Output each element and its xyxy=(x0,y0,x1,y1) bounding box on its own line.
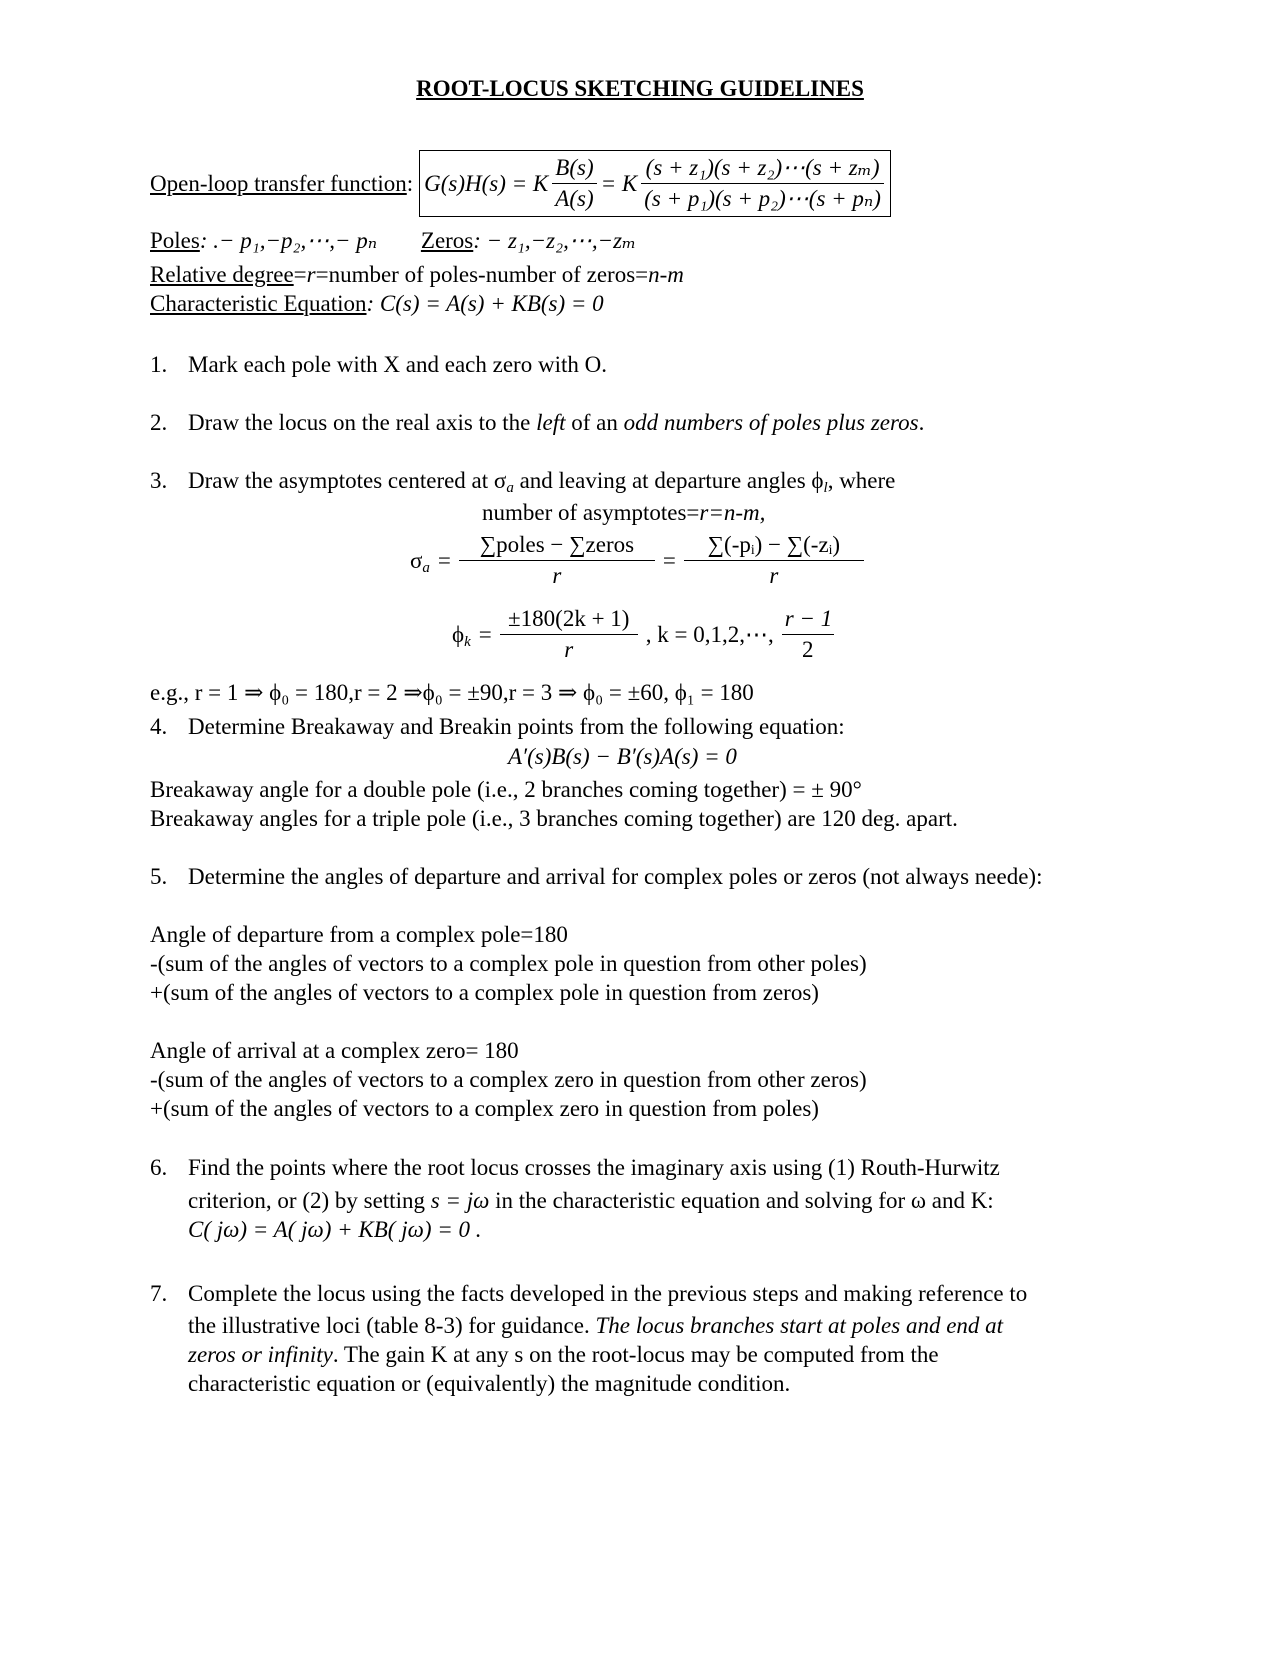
rel-eq: = xyxy=(293,262,307,287)
step-7-line-2b: The locus branches start at poles and end at xyxy=(595,1313,1004,1338)
denominator-factors: (s + p₁)(s + p₂)⋯(s + pₙ) xyxy=(644,186,881,211)
phi-fraction xyxy=(500,604,638,665)
numerator-factors: (s + z₁)(s + z₂)⋯(s + zₘ) xyxy=(641,153,884,184)
sigma-eq: = xyxy=(437,547,451,573)
b-over-a-fraction xyxy=(552,153,596,214)
step-5-text: Determine the angles of departure and arrival for complex poles or zeros (not always neede): xyxy=(188,864,1043,889)
phi-sub: k xyxy=(464,633,471,650)
phi-k-range: , k = 0,1,2,⋯, xyxy=(645,621,774,647)
sigma-fraction-1 xyxy=(459,530,655,591)
step-2-text-a: Draw the locus on the real axis to the xyxy=(188,410,537,435)
sigma-den-2: r xyxy=(769,563,779,588)
rel-nm: n-m xyxy=(648,262,684,287)
phi-lhs xyxy=(452,622,471,648)
step-7 xyxy=(150,1281,1027,1307)
open-loop-row xyxy=(150,150,891,217)
step-2-text-c: . xyxy=(918,410,925,435)
step-7-line-3 xyxy=(188,1340,1003,1369)
step-6-number: 6. xyxy=(150,1155,168,1180)
step-5-number: 5. xyxy=(150,864,168,889)
poles-value: : .− p₁,−p₂,⋯,− pₙ xyxy=(199,228,378,253)
step-2-number: 2. xyxy=(150,410,168,435)
breakaway-triple-pole: Breakaway angles for a triple pole (i.e., 3 branches coming together) are 120 deg. apart. xyxy=(150,806,958,831)
phi-k-top: r − 1 xyxy=(782,604,834,635)
step-6-line-1: Find the points where the root locus crosses the imaginary axis using (1) Routh-Hurwitz xyxy=(188,1155,1000,1180)
sigma-eq-2: = xyxy=(662,547,676,573)
step-6-cont xyxy=(188,1186,994,1244)
step-3 xyxy=(150,468,895,494)
sigma-formula xyxy=(410,530,864,591)
s-jw: s = jω xyxy=(430,1188,490,1213)
step-7-line-2a: the illustrative loci (table 8-3) for guidance. xyxy=(188,1313,596,1338)
step-7-line-1: Complete the locus using the facts developed in the previous steps and making reference to xyxy=(188,1281,1028,1306)
b-s: B(s) xyxy=(552,153,596,184)
rel-r: r xyxy=(306,262,316,287)
step-3-text-c: , where xyxy=(827,468,896,493)
gh-lhs: G(s)H(s) = K xyxy=(424,170,549,196)
relative-degree-row xyxy=(150,262,684,288)
sigma-den-1: r xyxy=(552,563,562,588)
characteristic-eq-row xyxy=(150,291,604,317)
sigma-lhs xyxy=(410,548,430,574)
sigma-sub: a xyxy=(422,559,430,576)
asymptote-count xyxy=(482,500,765,526)
factor-fraction xyxy=(641,153,884,214)
rel-text: =number of poles-number of zeros= xyxy=(315,262,649,287)
sigma-num-1: ∑poles − ∑zeros xyxy=(459,530,655,561)
step-3-text-b: and leaving at departure angles ϕ xyxy=(513,468,824,493)
step-1-text: Mark each pole with X and each zero with O. xyxy=(188,352,607,377)
step-2-odd: odd numbers of poles plus zeros xyxy=(623,410,919,435)
step-7-line-4: characteristic equation or (equivalently) the magnitude condition. xyxy=(188,1371,791,1396)
zeros-value: : − z₁,−z₂,⋯,−zₘ xyxy=(473,228,637,253)
phi-num: ±180(2k + 1) xyxy=(500,604,638,635)
phi-k-fraction xyxy=(782,604,834,665)
sigma-num-2: ∑(-pᵢ) − ∑(-zᵢ) xyxy=(684,530,864,561)
zeros-label: Zeros xyxy=(420,228,474,253)
arrival-angle xyxy=(150,1036,867,1123)
step-4-number: 4. xyxy=(150,714,168,739)
asymptote-count-value: r=n-m, xyxy=(699,500,766,525)
phi-den: r xyxy=(564,637,574,662)
phi-k-bottom: 2 xyxy=(802,637,814,662)
asymptote-example: e.g., r = 1 ⇒ ϕ₀ = 180,r = 2 ⇒ϕ₀ = ±90,r = 3 ⇒ ϕ₀ = ±60, ϕ₁ = 180 xyxy=(150,680,754,705)
open-loop-label: Open-loop transfer function xyxy=(150,170,407,196)
phi-symbol: ϕ xyxy=(452,621,465,647)
arrival-line-1: Angle of arrival at a complex zero= 180 xyxy=(150,1038,519,1063)
eq-k: = K xyxy=(600,170,638,196)
step-7-cont xyxy=(188,1311,1003,1398)
sigma-a-sub: a xyxy=(506,480,514,496)
step-1 xyxy=(150,352,607,378)
step-7-number: 7. xyxy=(150,1281,168,1306)
page-title: ROOT-LOCUS SKETCHING GUIDELINES xyxy=(416,76,864,101)
characteristic-eq-label: Characteristic Equation xyxy=(150,291,367,316)
step-3-text-a: Draw the asymptotes centered at σ xyxy=(188,468,507,493)
step-2-text-b: of an xyxy=(565,410,624,435)
phi-eq: = xyxy=(478,621,492,647)
departure-line-3: +(sum of the angles of vectors to a complex pole in question from zeros) xyxy=(150,980,819,1005)
step-4-text: Determine Breakaway and Breakin points from the following equation: xyxy=(188,714,845,739)
characteristic-eq-value: : C(s) = A(s) + KB(s) = 0 xyxy=(366,291,604,316)
step-6-line-2 xyxy=(188,1186,994,1215)
step-3-number: 3. xyxy=(150,468,168,493)
relative-degree-label: Relative degree xyxy=(150,262,294,287)
step-6 xyxy=(150,1155,1000,1181)
sigma-symbol: σ xyxy=(410,547,423,573)
breakaway-notes xyxy=(150,775,958,833)
step-1-number: 1. xyxy=(150,352,168,377)
departure-angle xyxy=(150,920,867,1007)
breakaway-equation: A′(s)B(s) − B′(s)A(s) = 0 xyxy=(508,744,737,769)
asymptote-count-label: number of asymptotes= xyxy=(482,500,700,525)
a-s: A(s) xyxy=(555,186,594,211)
step-5 xyxy=(150,864,1042,890)
step-6-line-2b: in the characteristic equation and solving for ω and K: xyxy=(489,1188,994,1213)
arrival-line-2: -(sum of the angles of vectors to a complex zero in question from other zeros) xyxy=(150,1067,867,1092)
breakaway-double-pole: Breakaway angle for a double pole (i.e., 2 branches coming together) = ± 90° xyxy=(150,777,862,802)
phi-formula xyxy=(452,604,834,665)
transfer-function-box xyxy=(419,150,891,217)
step-7-line-3b: . The gain K at any s on the root-locus may be computed from the xyxy=(332,1342,939,1367)
step-6-line-3: C( jω) = A( jω) + KB( jω) = 0 . xyxy=(188,1217,482,1242)
sigma-fraction-2 xyxy=(684,530,864,591)
departure-line-1: Angle of departure from a complex pole=180 xyxy=(150,922,568,947)
step-4 xyxy=(150,714,845,740)
departure-line-2: -(sum of the angles of vectors to a complex pole in question from other poles) xyxy=(150,951,867,976)
step-7-line-3a: zeros or infinity xyxy=(188,1342,333,1367)
step-2-left: left xyxy=(536,410,566,435)
step-7-line-2 xyxy=(188,1311,1003,1340)
arrival-line-3: +(sum of the angles of vectors to a complex zero in question from poles) xyxy=(150,1096,819,1121)
phi-l-sub: l xyxy=(823,480,828,496)
poles-zeros-row xyxy=(150,228,636,254)
open-loop-colon: : xyxy=(406,170,414,196)
poles-label: Poles xyxy=(150,228,200,253)
step-2 xyxy=(150,410,924,436)
step-6-line-2a: criterion, or (2) by setting xyxy=(188,1188,431,1213)
